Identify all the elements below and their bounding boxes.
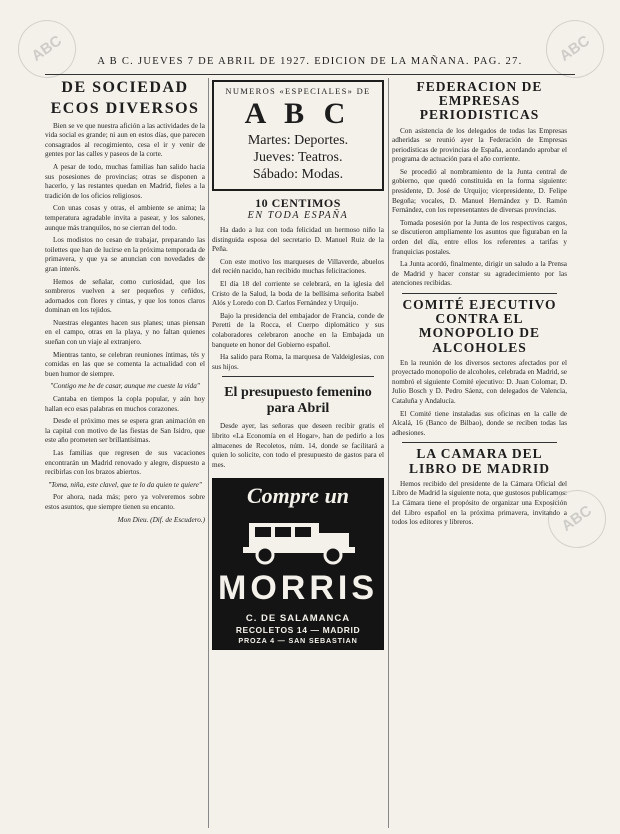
special-issues-heading: NUMEROS «ESPECIALES» DE [225,86,371,96]
masthead-rule [45,74,575,75]
section-divider [222,376,374,377]
abc-logo-text: A B C [244,97,352,130]
verse-quote: "Contigo me he de casar, aunque me cueste la vida" [50,382,200,391]
abc-watermark-stamp: ABC [7,9,88,90]
article-signature: Mon Dieu. (Dif. de Escudero.) [117,515,205,524]
article-paragraph: Las familias que regresen de sus vacaciones encontrarán un Madrid renovado y alegre, dispuesto a recibirlas con los brazos abiertos. [45,449,205,477]
ad-brand-name: MORRIS [218,569,378,608]
section-divider [402,293,557,294]
special-issue-line: Martes: Deportes. [247,133,349,148]
special-issues-box [212,80,384,191]
morris-advertisement [212,478,384,650]
article-paragraph: El Comité tiene instaladas sus oficinas en la calle de Alcalá, 16 (Banco de Bilbao), donde se reciben todas las adhesiones. [392,409,567,437]
column-divider [208,78,209,828]
article-paragraph: En la reunión de los diversos sectores afectados por el proyectado monopolio de alcoholes, celebrada en Madrid, se nombró el siguiente Comité ejecutivo: D. Juan Colomar, D. Julio Bosch y D. Pedro Sáenz, con delegados de Valencia, Cataluña y Andalucía. [392,358,567,406]
headline-camara-libro: LA CAMARA DEL LIBRO DE MADRID [408,446,550,476]
verse-quote: "Toma, niña, este clavel, que te lo da quien te quiere" [48,480,202,489]
article-paragraph: Con unas cosas y otras, el ambiente se anima; la temperatura agradable invita a pasear, y los salones, aunque más tranquilos, no se cierran del todo. [45,204,205,232]
ad-dealer-name: C. DE SALAMANCA [245,613,351,625]
section-divider [402,442,557,443]
article-paragraph: Los modistos no cesan de trabajar, preparando las toilettes que han de lucirse en la próxima temporada de primavera, y que ya se anuncian con novedades de gran interés. [45,236,205,273]
article-paragraph: Hemos de señalar, como curiosidad, que los sombreros vuelven a ser pequeños y ceñidos, adornados con flores y cintas, y que los tonos claros dominan en los tejidos. [45,277,205,315]
article-paragraph: Tomada posesión por la Junta de los respectivos cargos, se discutieron ampliamente los asuntos que figuraban en la orden del día, entre ellos los referentes a tarifas y franquicias postales. [392,218,567,256]
article-paragraph: Con asistencia de los delegados de todas las Empresas adheridas se reunió ayer la Federación de Empresas periodísticas de provincias de España, acordando aprobar el programa de actuación para el año corriente. [392,126,567,164]
car-illustration-icon [235,515,363,565]
article-paragraph: Nuestras elegantes hacen sus planes; unas piensan en el campo, otras en la playa, y no faltan quienes sueñan con un viaje al extranjero. [45,318,205,347]
article-paragraph: Bajo la presidencia del embajador de Francia, conde de Peretti de la Rocca, el Cuerpo diplomático y sus colaboradores celebraron anoche en la Embajada un banquete en honor del Gobierno español. [212,311,384,349]
column-right [392,78,567,828]
article-paragraph: El día 18 del corriente se celebrará, en la iglesia del Cristo de la Salud, la boda de la bellísima señorita Isabel Alós y Loredo con D. Carlos Fernández y Urquijo. [212,279,384,308]
headline-federacion: FEDERACION DE EMPRESAS PERIODISTICAS [416,79,543,123]
article-paragraph: Desde el próximo mes se espera gran animación en la capital con motivo de las fiestas de San Isidro, que este año prometen ser brillantísimas. [45,417,205,445]
article-paragraph: A pesar de todo, muchas familias han salido hacia sus posesiones de provincias; otras se disponen a hacerlo, y las restantes quedan en Madrid, fieles a la tradición de los oficios religiosos. [45,162,205,200]
ad-address-madrid: RECOLETOS 14 — MADRID [235,625,361,636]
special-issue-line: Jueves: Teatros. [253,150,343,165]
article-paragraph: Ha salido para Roma, la marquesa de Valdeiglesias, con sus hijos. [212,353,384,371]
headline-ecos-diversos: ECOS DIVERSOS [50,99,200,117]
ad-address-san-sebastian: PROZA 4 — SAN SEBASTIAN [238,636,358,646]
article-paragraph: Con este motivo los marqueses de Villaverde, abuelos del recién nacido, han recibido muchas felicitaciones. [212,257,384,276]
article-paragraph: Mientras tanto, se celebran reuniones íntimas, tés y comidas en las que se comenta la actualidad con el buen humor de siempre. [45,350,205,378]
price-subheading: EN TODA ESPAÑA [247,210,349,221]
column-divider [388,78,389,828]
article-paragraph: Desde ayer, las señoras que deseen recibir gratis el librito «La Economía en el Hogar», han de pedirlo a los almacenes de Recoletos, núm. 14, donde se facilitará a quien lo solicite, con todo el presupuesto de gastos para el mes. [212,422,384,469]
special-issue-line: Sábado: Modas. [252,167,344,182]
abc-watermark-stamp: ABC [537,479,618,560]
headline-comite-ejecutivo: COMITÉ EJECUTIVO CONTRA EL MONOPOLIO DE ALCOHOLES [402,297,557,355]
article-paragraph: Bien se ve que nuestra afición a las actividades de la vida social es grande; ni aun en estos días, que parecen consagrados al recogimiento, cesa el ir y venir de gentes por las calles y paseos de la corte. [45,121,205,159]
article-paragraph: Se procedió al nombramiento de la Junta central de gobierno, que quedó constituida en la forma siguiente: presidente, D. José de Urquijo; vicepresidente, D. Felipe Begoña; vocales, D. Manuel Hernández y D. Ramón Fernández, con los representantes de diversas provincias. [392,167,567,215]
column-society [45,78,205,828]
article-paragraph: Ha dado a luz con toda felicidad un hermoso niño la distinguida esposa del secretario D. Manuel Ruiz de la Peña. [212,226,384,254]
article-paragraph: Cantaba en tiempos la copla popular, y aún hoy hallan eco esas palabras en muchos corazones. [45,395,205,413]
article-title-presupuesto: El presupuesto femenino para Abril [224,385,372,417]
abc-watermark-stamp: ABC [535,9,616,90]
price-heading: 10 CENTIMOS [255,196,341,210]
article-paragraph: Por ahora, nada más; pero ya volveremos sobre estos asuntos, que siempre tienen su encanto. [45,493,205,511]
page-masthead: A B C. JUEVES 7 DE ABRIL DE 1927. EDICION DE LA MAÑANA. PAG. 27. [97,56,523,67]
article-paragraph: Hemos recibido del presidente de la Cámara Oficial del Libro de Madrid la siguiente nota, que gustosos publicamos: La Cámara tiene el propósito de organizar una Exposición del Libro español en la próxima primavera, invitando a todos los editores y libreros. [392,479,567,527]
column-center [212,78,384,828]
headline-de-sociedad: DE SOCIEDAD [61,79,189,96]
ad-slogan: Compre un [246,483,350,509]
article-paragraph: La Junta acordó, finalmente, dirigir un saludo a la Prensa de Madrid y hacer constar su agradecimiento por las atenciones recibidas. [392,260,567,288]
